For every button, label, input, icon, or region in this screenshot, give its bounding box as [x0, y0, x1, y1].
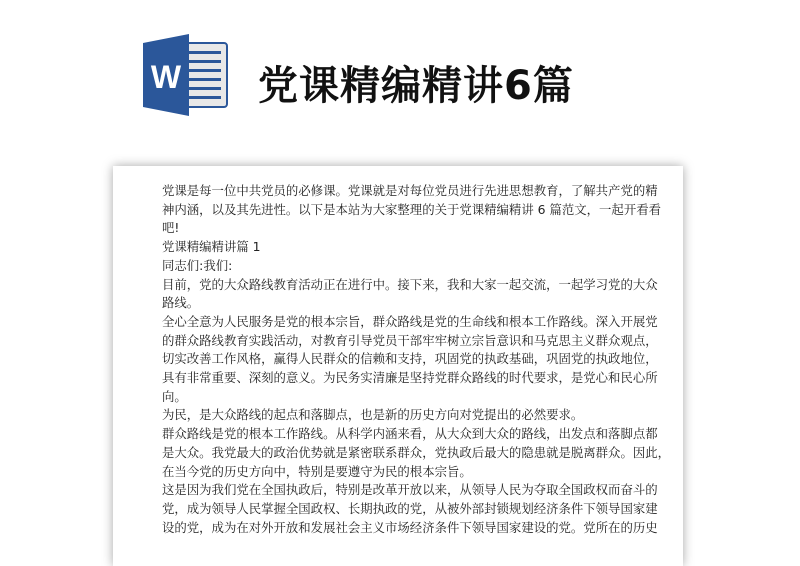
- document-text-line: 的群众路线教育实践活动，对教育引导党员干部牢牢树立宗旨意识和马克思主义群众观点，: [162, 332, 658, 348]
- document-text-line: 党课精编精讲篇 1: [162, 239, 261, 255]
- document-text-line: 向。: [162, 388, 187, 404]
- document-text-line: 具有非常重要、深刻的意义。为民务实清廉是坚持党群众路线的时代要求，是党心和民心所: [162, 370, 658, 386]
- document-text-line: 目前，党的大众路线教育活动正在进行中。接下来，我和大家一起交流，一起学习党的大众: [162, 276, 658, 292]
- document-text-line: 设的党，成为在对外开放和发展社会主义市场经济条件下领导国家建设的党。党所在的历史: [162, 519, 658, 535]
- document-text-line: 神内涵，以及其先进性。以下是本站为大家整理的关于党课精编精讲 6 篇范文，一起开看看: [162, 201, 661, 217]
- document-text-line: 党课是每一位中共党员的必修课。党课就是对每位党员进行先进思想教育，了解共产党的精: [162, 183, 658, 198]
- document-text-line: 吧!: [162, 220, 180, 236]
- document-text-line: 党，成为领导人民掌握全国政权、长期执政的党，从被外部封锁规划经济条件下领导国家建: [162, 500, 658, 516]
- document-text-line: 群众路线是党的根本工作路线。从科学内涵来看，从大众到大众的路线，出发点和落脚点都: [162, 426, 658, 442]
- document-text-line: 路线。: [162, 295, 200, 311]
- document-text-line: 是大众。我党最大的政治优势就是紧密联系群众，党执政后最大的隐患就是脱离群众。因此，: [162, 444, 671, 460]
- document-title: 党课精编精讲6篇: [258, 63, 574, 109]
- document-text-line: 全心全意为人民服务是党的根本宗旨，群众路线是党的生命线和根本工作路线。深入开展党: [162, 313, 658, 329]
- document-body: [162, 182, 672, 537]
- word-document-icon: [141, 34, 231, 116]
- document-page: [113, 166, 683, 566]
- document-text-line: 切实改善工作风格，赢得人民群众的信赖和支持，巩固党的执政基础，巩固党的执政地位，: [162, 351, 658, 367]
- header: [0, 0, 800, 160]
- document-text-line: 在当今党的历史方向中，特别是要遵守为民的根本宗旨。: [162, 463, 472, 479]
- document-text-line: 同志们:我们:: [162, 257, 233, 273]
- document-text-line: 这是因为我们党在全国执政后，特别是改革开放以来，从领导人民为夺取全国政权而奋斗的: [162, 482, 658, 498]
- svg-text:W: W: [150, 59, 182, 95]
- document-text-line: 为民，是大众路线的起点和落脚点，也是新的历史方向对党提出的必然要求。: [162, 407, 584, 423]
